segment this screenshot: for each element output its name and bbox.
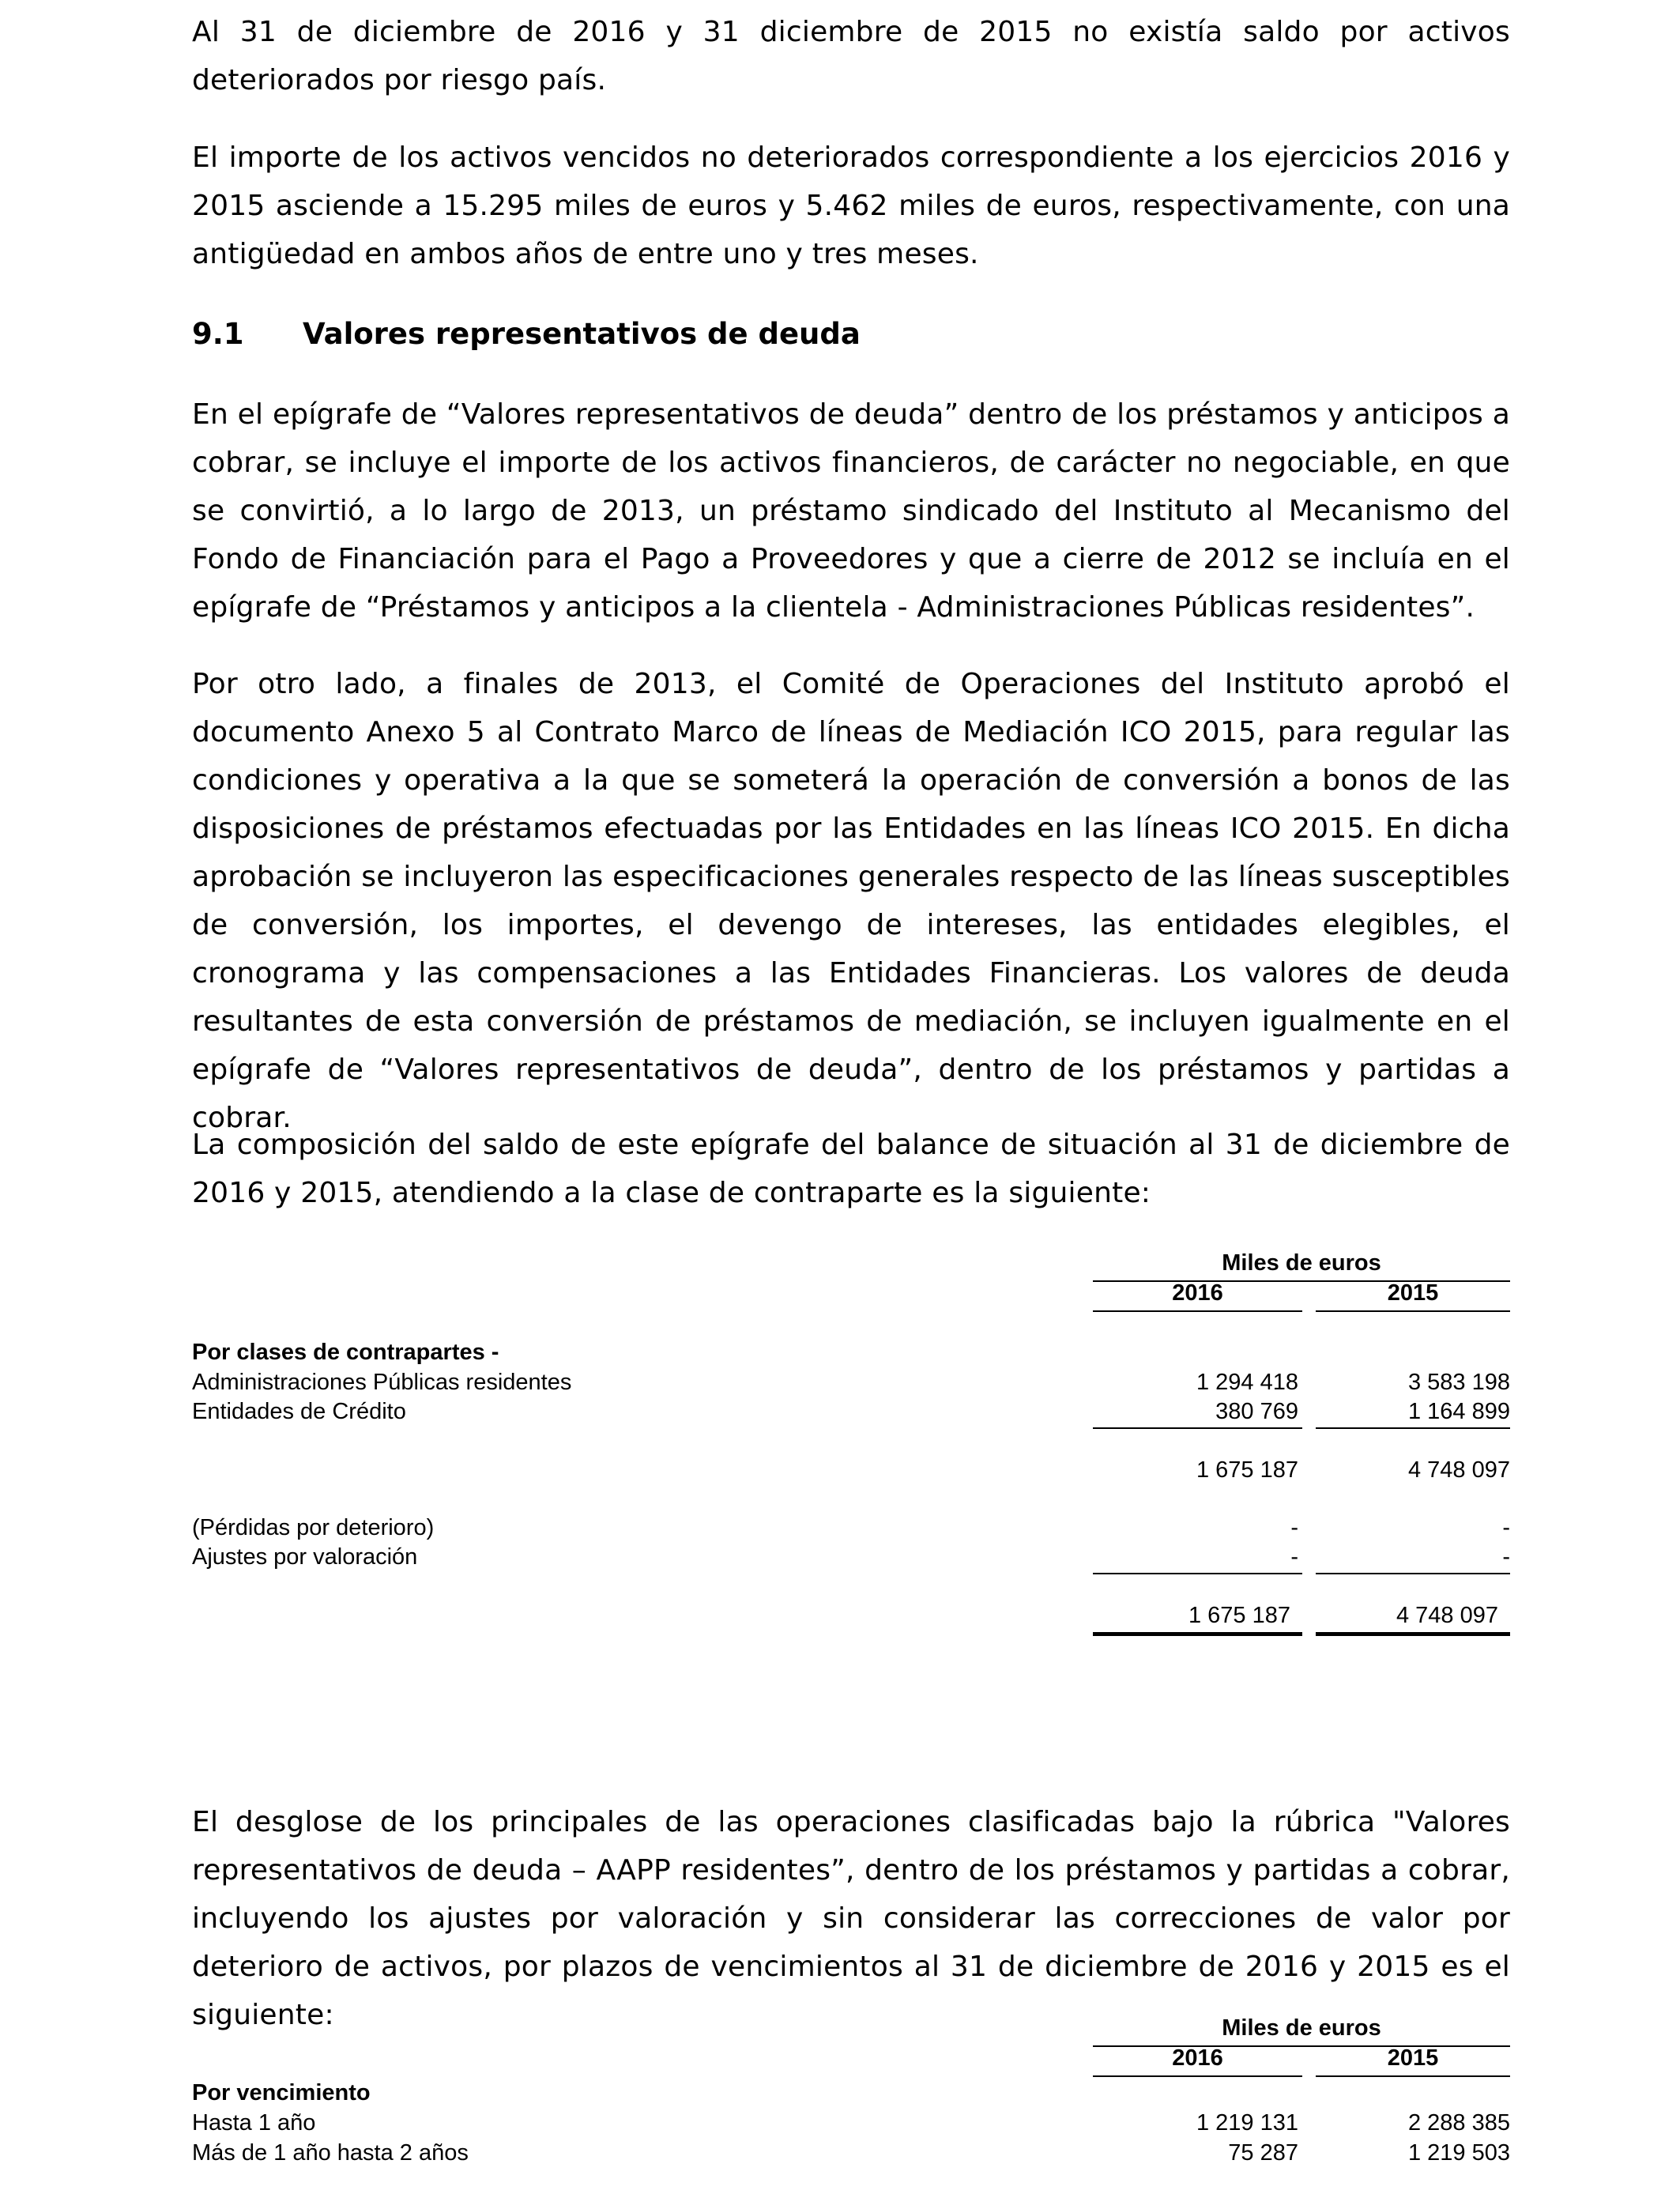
row-label: Más de 1 año hasta 2 años bbox=[192, 2140, 469, 2166]
year-rule-2016 bbox=[1093, 1310, 1302, 1312]
section-number: 9.1 bbox=[192, 317, 244, 351]
value-2015: 1 164 899 bbox=[1407, 1399, 1510, 1424]
total-rule-2016 bbox=[1093, 1573, 1302, 1574]
grand-total-rule-2016 bbox=[1093, 1632, 1302, 1636]
year-rule-2016 bbox=[1093, 2075, 1302, 2077]
paragraph-valores-deuda: En el epígrafe de “Valores representativos de deuda” dentro de los préstamos y anticipos a cobrar, se incluye el importe de los activos financieros, de carácter no negociable, en que se convirtió, a lo largo de 2013, un préstamo sindicado del Instituto al Mecanismo del Fondo de Financiación para el Pago a Proveedores y que a cierre de 2012 se incluía en el epígrafe de “Préstamos y anticipos a la clientela - Administraciones Públicas residentes”. bbox=[192, 398, 1510, 624]
table-row bbox=[192, 1397, 1510, 1426]
value-2015: 2 288 385 bbox=[1407, 2110, 1510, 2136]
row-label: Ajustes por valoración bbox=[192, 1544, 418, 1570]
subtotal-rule-2015 bbox=[1316, 1427, 1510, 1429]
subtotal-2015: 4 748 097 bbox=[1407, 1457, 1510, 1483]
table-row bbox=[192, 2109, 1510, 2137]
paragraph-riesgo-pais: Al 31 de diciembre de 2016 y 31 diciembre de 2015 no existía saldo por activos deteriorados por riesgo país. bbox=[192, 16, 1510, 96]
column-header-2015: 2015 bbox=[1387, 1280, 1439, 1306]
total-2016: 1 675 187 bbox=[1188, 1603, 1290, 1628]
total-2015: 4 748 097 bbox=[1396, 1603, 1498, 1628]
paragraph-activos-vencidos: El importe de los activos vencidos no deteriorados correspondiente a los ejercicios 2016 y 2015 asciende a 15.295 miles de euros y 5.462 miles de euros, respectivamente, con una antigüedad en ambos años de entre uno y tres meses. bbox=[192, 141, 1510, 270]
group-label: Por vencimiento bbox=[192, 2080, 371, 2105]
paragraph-comite-operaciones: Por otro lado, a finales de 2013, el Comité de Operaciones del Instituto aprobó el documento Anexo 5 al Contrato Marco de líneas de Mediación ICO 2015, para regular las condiciones y operativa a la que se someterá la operación de conversión a bonos de las disposiciones de préstamos efectuadas por las Entidades en las líneas ICO 2015. En dicha aprobación se incluyeron las especificaciones generales respecto de las líneas susceptibles de conversión, los importes, el devengo de intereses, las entidades elegibles, el cronograma y las compensaciones a las Entidades Financieras. Los valores de deuda resultantes de esta conversión de préstamos de mediación, se incluyen igualmente en el epígrafe de “Valores representativos de deuda”, dentro de los préstamos y partidas a cobrar. bbox=[192, 668, 1510, 1134]
total-rule-2015 bbox=[1316, 1573, 1510, 1574]
group-label: Por clases de contrapartes - bbox=[192, 1340, 499, 1365]
column-header-2016: 2016 bbox=[1172, 2045, 1223, 2071]
value-2016: 75 287 bbox=[1228, 2140, 1298, 2166]
grand-total-rule-2015 bbox=[1316, 1632, 1510, 1636]
section-title: Valores representativos de deuda bbox=[303, 317, 861, 351]
table-header-units: Miles de euros bbox=[1222, 2015, 1381, 2041]
total-row bbox=[192, 1601, 1510, 1630]
table-row bbox=[192, 2139, 1510, 2167]
table-row bbox=[192, 1368, 1510, 1397]
value-2016: 1 219 131 bbox=[1196, 2110, 1298, 2136]
subtotal-rule-2016 bbox=[1093, 1427, 1302, 1429]
row-label: Hasta 1 año bbox=[192, 2110, 316, 2136]
paragraph-desglose: El desglose de los principales de las operaciones clasificadas bajo la rúbrica "Valores representativos de deuda – AAPP residentes”, dentro de los préstamos y partidas a cobrar, incluyendo los ajustes por valoración y sin considerar las correcciones de valor por deterioro de activos, por plazos de vencimientos al 31 de diciembre de 2016 y 2015 es el siguiente: bbox=[192, 1806, 1510, 2031]
value-2015: 3 583 198 bbox=[1407, 1370, 1510, 1395]
year-rule-2015 bbox=[1316, 2075, 1510, 2077]
table-row bbox=[192, 1543, 1510, 1571]
subtotal-row bbox=[192, 1456, 1510, 1484]
paragraph-composicion-saldo: La composición del saldo de este epígrafe del balance de situación al 31 de diciembre de 2016 y 2015, atendiendo a la clase de contraparte es la siguiente: bbox=[192, 1129, 1510, 1209]
value-2015: - bbox=[1502, 1544, 1510, 1570]
row-label: (Pérdidas por deterioro) bbox=[192, 1515, 435, 1540]
column-header-2016: 2016 bbox=[1172, 1280, 1223, 1306]
subtotal-2016: 1 675 187 bbox=[1196, 1457, 1298, 1483]
value-2016: - bbox=[1290, 1544, 1298, 1570]
table-header-units: Miles de euros bbox=[1222, 1250, 1381, 1276]
value-2015: - bbox=[1502, 1515, 1510, 1540]
section-heading bbox=[192, 315, 861, 354]
column-header-2015: 2015 bbox=[1387, 2045, 1439, 2071]
row-label: Entidades de Crédito bbox=[192, 1399, 406, 1424]
value-2016: 1 294 418 bbox=[1196, 1370, 1298, 1395]
value-2015: 1 219 503 bbox=[1407, 2140, 1510, 2166]
value-2016: - bbox=[1290, 1515, 1298, 1540]
year-rule-2015 bbox=[1316, 1310, 1510, 1312]
table-row bbox=[192, 1514, 1510, 1542]
row-label: Administraciones Públicas residentes bbox=[192, 1370, 572, 1395]
value-2016: 380 769 bbox=[1215, 1399, 1298, 1424]
